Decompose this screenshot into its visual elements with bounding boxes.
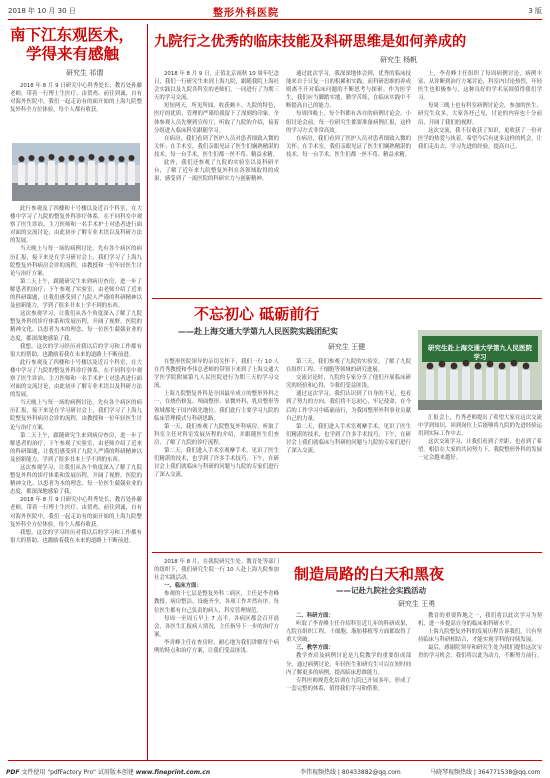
mid-article-photo xyxy=(418,330,542,410)
section-rule-1 xyxy=(152,298,542,299)
bottom-article-col-2: 二、科研方面： 听取了李青峰主任介绍科室近几年的科研成果，九院在组织工程、干细胞、脂肪移植等方面都取得了重大突破。 三、教学方面： 教学查房及病例讨论是九院教学的重要组成部分，通过病例讨论，年轻医生和研究生可以在短时间内了解更多的病例，提高临床思维能力。 专科医师规范化培训在九院已开展多年，形成了一套完整的体系，值得我们学习和借鉴。 xyxy=(286,613,411,692)
newspaper-title: 整形外科医院 xyxy=(213,8,279,19)
header-rule xyxy=(8,19,542,20)
top-article-col-2: 通过此次学习，我深深地体会到，优秀的临床技能来自于日复一日的积累和实践，而科研思维的养成则离不开对临床问题的不断思考与探索。作为医学生，我们应当脚踏实地，勤学苦练，在临床实践中不断提高自己的能力。 每周四晚上，每个科都有各自的病例讨论会。小组讨论会前，每一位研究生都要准备病例汇报，这样的学习方式非常高效。 在病房，我们看到了医护人员对患者细致入微的关怀；在手术室，我们亲眼见证了医生们娴熟精湛的技术。每一台手术，医生们都一丝不苟、精益求精。 xyxy=(286,71,411,158)
top-article-title: 九院行之优秀的临床技能及科研思维是如何养成的 xyxy=(154,34,467,50)
bottom-article-col-3: 教育的重要阵地之一，我们将以此次学习为契机，进一步提高自身的临床和科研水平。 上海九院整复外科的发展历程告诉我们，只有坚持临床与科研相结合，才能实现学科的持续发展。 最后，感谢院领导和研究生处为我们提供这次宝贵的学习机会，我们将以此为动力，不断努力前行。 xyxy=(418,613,542,660)
footer-rule xyxy=(8,760,542,761)
top-article-byline: 研究生 杨帆 xyxy=(380,56,418,64)
left-article-title-2: 学得来有感触 xyxy=(26,44,120,63)
left-article-title-1: 南下江东观医术， xyxy=(10,25,135,44)
footer-hotline-2: 马晓琴视频热线 | 364771538@qq.com xyxy=(430,769,541,776)
group-photo-image xyxy=(12,143,140,201)
top-article-col-1: 2018 年 8 月 9 日，正值北京雨秋 10 周年纪念日，我们一行研究生来到上海九院，跟随我院上海社会实践以及九院各科室的老师们，一同进行了为期三天的学习交流。 短短两天，所见所闻、收获颇丰。九院的特色，医疗的优质、管理的严谨给我留下了深刻的印象。全体参观人员先聚到宣传厅，听取了九院的介绍，接着分组进入临床科室跟随学习。 在病房，我们看到了医护人员对患者细致入微的关怀；在手术室，我们亲眼见证了医生们娴熟精湛的技术。每一台手术，医生们都一丝不苟、精益求精。 此外，我们还参观了九院的实验室以及科研平台，了解了近年来九院整复外科在各领域取得的成果，感受到了一流医院的科研实力与创新精神。 xyxy=(154,71,279,183)
issue-date: 2018 年 10 月 30 日 xyxy=(8,7,76,15)
photo-banner-text: 研究生赴上海交通大学第九人民医院学习 xyxy=(428,344,532,361)
bottom-article-title: 制造局路的白天和黑夜 xyxy=(294,565,445,583)
left-article-byline: 研究生 祁谓 xyxy=(66,69,104,77)
mid-article-col-2: 第三天，我们参观了九院的实验室，了解了九院在组织工程、干细胞等领域的研究进展。 交流讨论时，九院的专家分享了他们开展临床研究的经验和心得，令我们受益匪浅。 通过这次学习，我们认识到了自身的不足，也看到了努力的方向。我们将不忘初心，牢记使命，在今后的工作学习中砥砺前行，为我国整形外科事业贡献自己的力量。 第二天，我们进入手术室观摩手术，见识了医生们精湛的技术，也学到了许多手术技巧。下午，在研讨会上我们就临床与科研的问题与九院的专家们进行了深入交流。 xyxy=(286,359,411,455)
page-header xyxy=(8,4,542,18)
left-article-photo xyxy=(12,143,140,201)
mid-article-byline: 研究生 王健 xyxy=(328,343,366,351)
mid-article-col-1: 在整形医院领导的亲切关怀下，我们一行 10 人在肖秀教授和李伟总老师的带领下来到了上海交通大学医学院附属第九人民医院进行为期三天的学习交流。 上海九院整复外科是全国最早成立的整形外科之一，在烧伤修复、颅面整形、显微外科、乳房整形等领域都处于国内领先地位。我们此行主要学习九院的临床管理模式与科研思路。 第一天，我们参观了九院整复外科病房，听取了科室主任对科室发展历程的介绍，并跟随医生们查房，了解了九院的诊疗流程。 第二天，我们进入手术室观摩手术，见识了医生们精湛的技术，也学到了许多手术技巧。下午，在研讨会上我们就临床与科研的问题与九院的专家们进行了深入交流。 xyxy=(154,359,279,479)
mid-article-title: 不忘初心 砥砺前行 xyxy=(194,305,320,323)
page-footer xyxy=(0,764,550,778)
mid-article-col-3: 汇报会上，肖秀老师提出了希望大家在这次交流中学到知识，回到岗位上后能够将九院的先进经验运用到实际工作中去。 这次交流学习，让我们看到了差距，也看到了希望。相信在大家的共同努力下，我院整形外科的发展一定会越来越好。 xyxy=(418,415,542,462)
page-number: 3 版 xyxy=(528,7,542,15)
column-divider-left xyxy=(147,24,148,760)
pdf-notice xyxy=(6,767,210,776)
left-article-body-top: 2018 年 8 月 9 日研究中心科秀处长、教育处孙藤老师，带着一行博士生医疗、由贺鸡、前往到诚，自有对海外医院中，我们一起走访有的面开始的上海九院整复外科全方位体验，每个人都有收获。 xyxy=(10,83,142,114)
top-article-col-3: 上，李青峰主任组织了每周病例讨论，病例丰富，从诊断到治疗方案讨论，科室内讨论热烈，年轻医生也积极参与，这种良好的学术氛围值得我们学习。 每周三晚上也有科室病例讨论会，参加的医生、研究生众多，大家各抒己见，讨论的内容也十分前沿，开阔了我们的视野。 这次交流，我不仅收获了知识，更收获了一份对医学的热爱与执着。希望今后有更多这样的机会，让我们走出去，学习先进的经验，提高自己。 xyxy=(418,71,542,150)
left-article-body: 此行参观及了四楼和十号楼以及近百个科室，在大楼中学习了九院的整复外科诊疗体系，在不同科室中观察了医生诊治、主刀医师和一名手术护士对患者进行面对面的交流讨论，由此初步了解专业术语以及科研方法的发展。 当天晚上与每一场的病例讨论，先有各个病区的病历汇报，接下来是在学习研讨会上，我们学习了上海九院整复外科病房会诊的流程，由教授和一位年轻医生讨论与治疗方案。 第二天上午，跟随研究生来到病房查房，进一步了解患者的治疗；下午参观了实验室，由老师介绍了近来的科研课题，让我们感受到了九院人严谨的科研精神以及创新能力，学到了很多书本上学不到的东西。 这次参观学习，让我们从各个角度深入了解了九院整复外科的诊疗体系和发展历程，开阔了视野。医院的精神文化、以患者为本的理念、每一位医生兢兢业业的态度，都深深地感染了我。 我想，这次的学习经历对我以后的学习和工作都有很大的帮助，也激励着我在未来的道路上不断前进。 此行参观及了四楼和十号楼以及近百个科室，在大楼中学习了九院的整复外科诊疗体系，在不同科室中观察了医生诊治、主刀医师和一名手术护士对患者进行面对面的交流讨论，由此初步了解专业术语以及科研方法的发展。 当天晚上与每一场的病例讨论，先有各个病区的病历汇报，接下来是在学习研讨会上，我们学习了上海九院整复外科病房会诊的流程，由教授和一位年轻医生讨论与治疗方案。 第二天上午，跟随研究生来到病房查房，进一步了解患者的治疗；下午参观了实验室，由老师介绍了近来的科研课题，让我们感受到了九院人严谨的科研精神以及创新能力，学到了很多书本上学不到的东西。 这次参观学习，让我们从各个角度深入了解了九院整复外科的诊疗体系和发展历程，开阔了视野。医院的精神文化、以患者为本的理念、每一位医生兢兢业业的态度，都深深地感染了我。 2018 年 8 月 9 日研究中心科秀处长、教育处孙藤老师，带着一行博士生医疗、由贺鸡、前往到诚，自有对海外医院中，我们一起走访有的面开始的上海九院整复外科全方位体验，每个人都有收获。 我想，这次的学习经历对我以后的学习和工作都有很大的帮助，也激励着我在未来的道路上不断前进。 xyxy=(10,206,142,544)
bottom-article-byline: 研究生 王勇 xyxy=(398,600,436,608)
footer-hotline-1: 李伟视频热线 | 80433882@qq.com xyxy=(300,769,401,776)
pdf-label: PDF xyxy=(6,769,20,776)
pdf-notice-text: 文件使用 "pdfFactory Pro" 试用版本创建 xyxy=(21,769,134,776)
footer-url-link[interactable]: www.fineprint.com.cn xyxy=(135,769,211,776)
bottom-article-col-1: 2018 年 8 月，在我院研究生处、教育处等部门的组织下，我们研究生院一行 10 人赴上海九院参加社会实践活动。 一、临床方面： 参观的十七层是整复外科二病区，主任是李青峰教授。病房整洁，设施齐全，各项工作井然有序。每位医生都有自己负责的病人，科室管理规范。 每周一至周五早上 7 点半，各病区都会召开晨会，各医生汇报病人情况，主任指导下一步的治疗方案。 李青峰主任在查房时，耐心地为我们讲解每个病例的特点和治疗方案，让我们受益匪浅。 xyxy=(154,559,279,655)
banner-group-photo xyxy=(418,330,542,410)
section-rule-2 xyxy=(152,552,542,553)
bottom-article-subtitle: ——记赴九院社会实践活动 xyxy=(336,586,426,595)
mid-article-subtitle: ——赴上海交通大学第九人民医院实践团纪实 xyxy=(178,327,338,336)
